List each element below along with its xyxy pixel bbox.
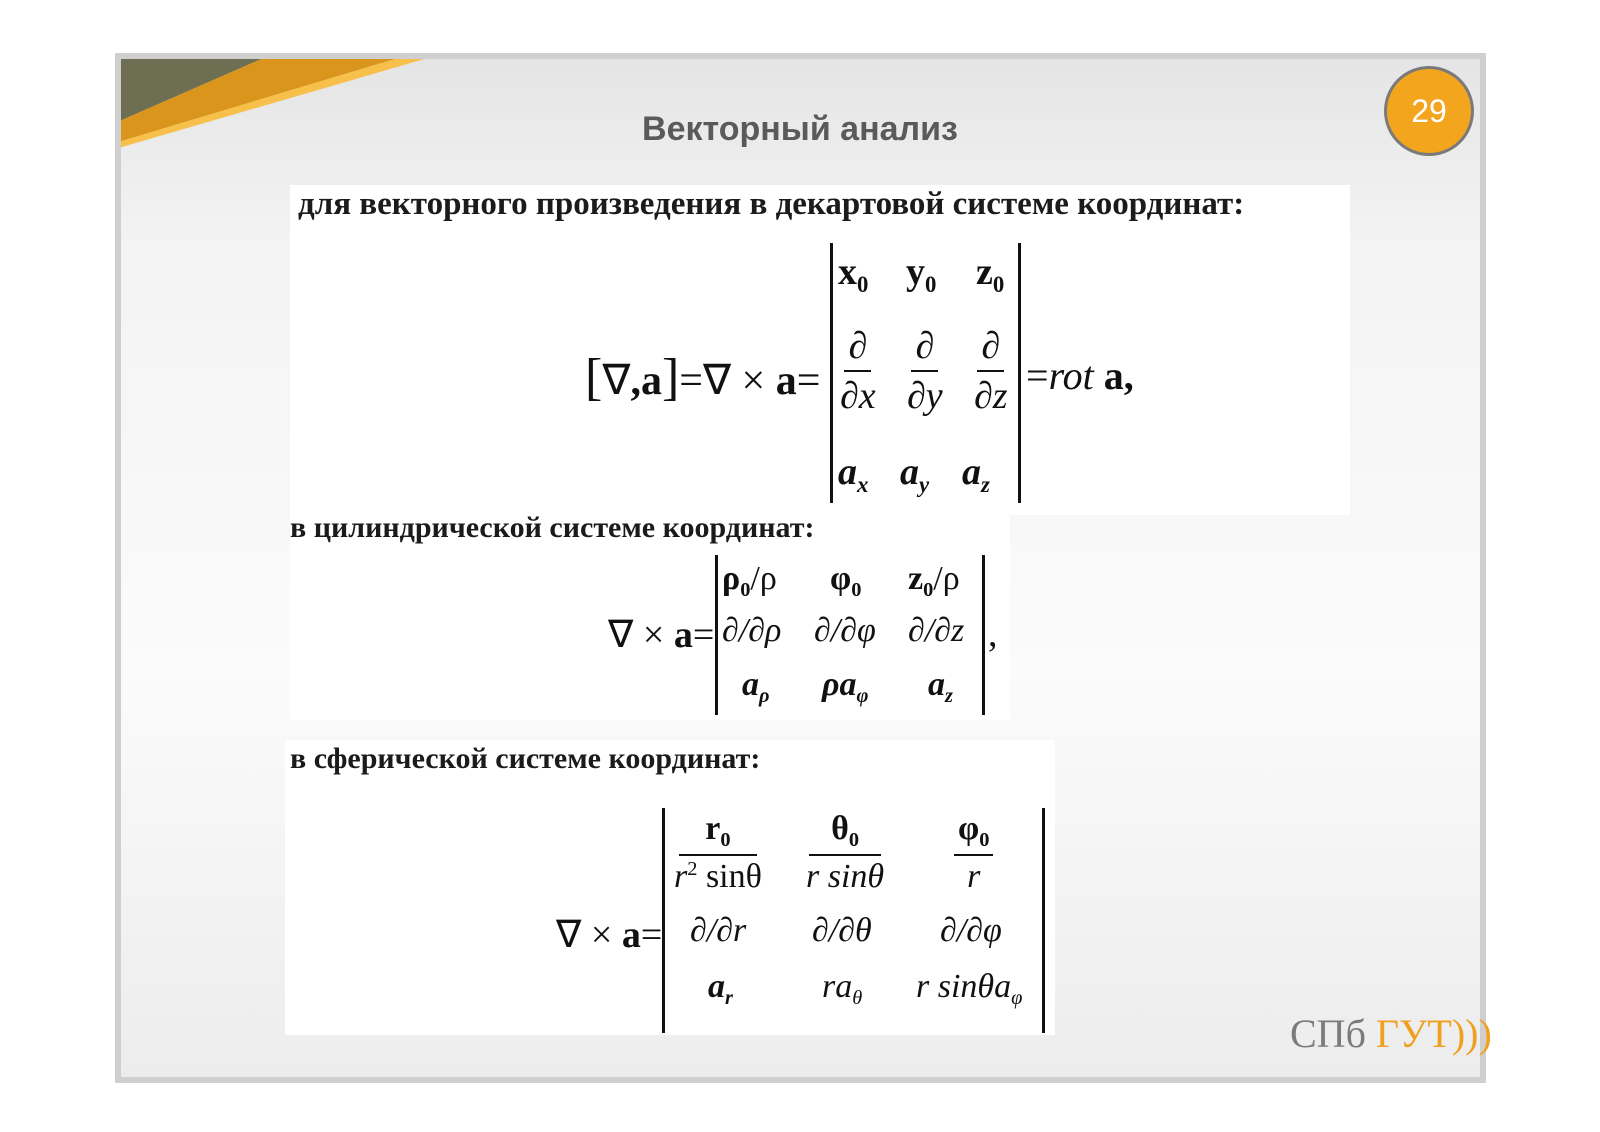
component-ay: $a_y$ [900, 451, 930, 497]
bracket-close: ] [661, 349, 680, 406]
sph-row3-r-atheta: $ra_\theta$ [822, 968, 863, 1010]
equals-sign: = [679, 358, 703, 404]
unit-vector-y0: $y_0$ [906, 251, 937, 297]
sph-row2-dr: ∂/∂r [690, 912, 747, 949]
page-number: 29 [1411, 92, 1447, 129]
cyl-row3-arho: $a_\rho$ [742, 666, 770, 708]
cartesian-label: для векторного произведения в декартовой системе координат: [298, 186, 1245, 222]
comma: , [630, 358, 641, 404]
vector-a: a [640, 358, 662, 404]
nabla-symbol: ∇ [602, 358, 631, 404]
cyl-row2-dphi: ∂/∂φ [814, 612, 876, 649]
determinant-bar-right [982, 555, 985, 715]
cyl-row2-dz: ∂/∂z [908, 612, 965, 649]
cyl-row1-rho: $\rho_0/\rho$ [722, 560, 777, 602]
spherical-lhs: ∇ × a= [556, 914, 663, 956]
university-logo [1290, 1010, 1492, 1057]
cyl-row1-phi: $\varphi_0$ [830, 560, 862, 602]
component-ax: $a_x$ [838, 451, 869, 497]
cylindrical-label: в цилиндрической системе координат: [290, 511, 815, 544]
partial-derivative-y: ∂ ∂y [907, 325, 943, 417]
sph-row2-dphi: ∂/∂φ [940, 912, 1002, 949]
sph-row3-rsin-aphi: r sinθa$_\varphi$ [916, 968, 1023, 1010]
sph-row1-theta0: $\frac{\theta_0}{\text{r sinθ}}$ [806, 810, 885, 896]
comma: , [1123, 353, 1134, 398]
cylindrical-lhs: ∇ × a= [608, 614, 715, 656]
determinant-bar-left [715, 555, 718, 715]
determinant-bar-left [662, 808, 665, 1033]
partial-derivative-z: ∂ ∂z [974, 325, 1008, 417]
sph-row1-r0: $\frac{r_0}{r^2 \sin\theta}$ [674, 810, 762, 896]
equals-sign: = [1026, 353, 1049, 398]
sph-row2-dtheta: ∂/∂θ [812, 912, 872, 949]
bracket-open: [ [585, 349, 603, 406]
equals-sign: = [796, 358, 821, 404]
cyl-row3-az: $a_z$ [928, 666, 953, 708]
page-number-badge [1384, 66, 1474, 156]
cyl-trailing-comma: , [988, 613, 998, 655]
slide-title: Векторный анализ [642, 110, 958, 148]
partial-derivative-x: ∂ ∂x [840, 325, 876, 417]
logo-text-gut: ГУТ [1375, 1011, 1452, 1056]
cartesian-lhs [585, 348, 820, 407]
cyl-row3-rho-aphi: $\rho a_\varphi$ [822, 666, 869, 708]
vector-a: a [1103, 353, 1124, 398]
sph-row3-ar: $a_r$ [708, 968, 733, 1010]
determinant-bar-right [1042, 808, 1045, 1033]
nabla-cross: ∇ × [702, 358, 776, 404]
unit-vector-x0: $x_0$ [838, 251, 869, 297]
unit-vector-z0: $z_0$ [976, 251, 1005, 297]
rot-operator: rot [1048, 353, 1094, 398]
logo-waves-icon: ))) [1451, 1011, 1492, 1056]
sph-row1-phi0: $\frac{\varphi_0}{r}$ [954, 810, 993, 896]
determinant-bar-right [1018, 243, 1021, 503]
spherical-label: в сферической системе координат: [290, 742, 761, 775]
cartesian-rhs [1026, 352, 1134, 399]
component-az: $a_z$ [962, 451, 990, 497]
cyl-row1-z: $z_0/\rho$ [908, 560, 960, 602]
cyl-row2-drho: ∂/∂ρ [722, 612, 782, 649]
determinant-bar-left [830, 243, 833, 503]
logo-text-spb: СПб [1290, 1011, 1366, 1056]
vector-a: a [775, 358, 797, 404]
